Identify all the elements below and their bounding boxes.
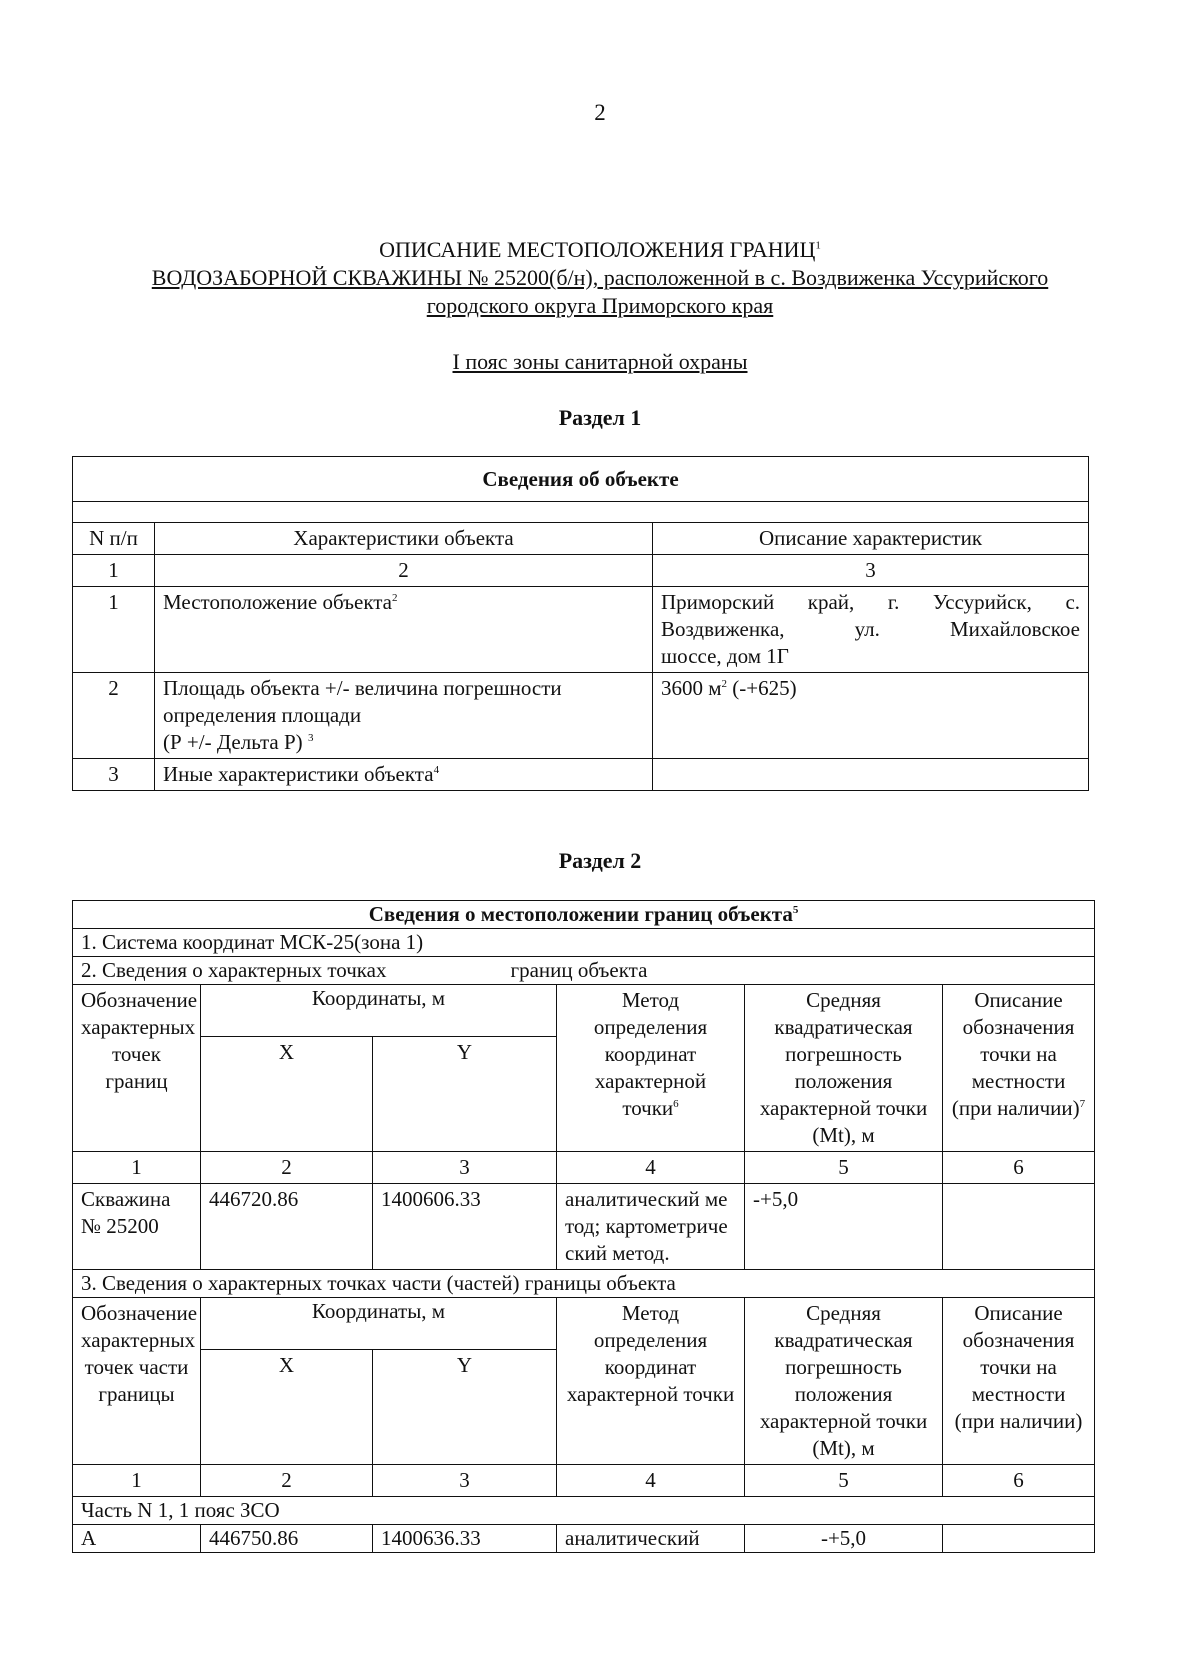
object-info-table <box>72 456 1089 791</box>
table-row <box>73 759 1089 791</box>
row-name-text: Иные характеристики объекта <box>163 762 434 786</box>
table-row <box>73 673 1089 759</box>
point-desc <box>943 1184 1095 1270</box>
part-col-x-header: X <box>201 1350 373 1465</box>
col-number: 3 <box>373 1465 557 1497</box>
col-number: 2 <box>201 1465 373 1497</box>
belt-title: I пояс зоны санитарной охраны <box>452 349 748 374</box>
table-row <box>73 1525 1095 1553</box>
title-line3: городского округа Приморского края <box>426 293 774 318</box>
part-label: Часть N 1, 1 пояс ЗСО <box>73 1497 1095 1525</box>
part-point-x: 446750.86 <box>201 1525 373 1553</box>
row-value-last: шоссе, дом 1Г <box>661 644 789 668</box>
col-number: 2 <box>155 555 653 587</box>
row-name-formula: (Р +/- Дельта Р) <box>163 730 303 754</box>
col-x-header: X <box>201 1037 373 1152</box>
point-error: -+5,0 <box>745 1184 943 1270</box>
row-value-text: 3600 м <box>661 676 722 700</box>
col-number: 1 <box>73 1152 201 1184</box>
footnote-mark: 6 <box>673 1098 679 1110</box>
table-row <box>73 1184 1095 1270</box>
part-col-method-header: Метод определения координат характерной точки <box>557 1298 745 1465</box>
boundary-points-table <box>72 900 1095 1553</box>
part-point-error: -+5,0 <box>745 1525 943 1553</box>
col-number: 6 <box>943 1152 1095 1184</box>
footnote-mark: 7 <box>1079 1098 1086 1110</box>
col-number: 2 <box>201 1152 373 1184</box>
part-col-y-header: Y <box>373 1350 557 1465</box>
point-method: аналитический метод; картометрический метод. <box>557 1184 745 1270</box>
page-number: 2 <box>594 100 606 125</box>
col-number: 5 <box>745 1465 943 1497</box>
title-note: 1 <box>815 239 821 252</box>
section2-title: Раздел 2 <box>558 848 642 873</box>
col-number: 6 <box>943 1465 1095 1497</box>
col-number: 1 <box>73 1465 201 1497</box>
section2-header <box>73 901 1095 929</box>
row-name-text: Местоположение объекта <box>163 590 393 614</box>
part-point-y: 1400636.33 <box>373 1525 557 1553</box>
col-number: 4 <box>557 1465 745 1497</box>
col-number: 1 <box>73 555 155 587</box>
col-header-description: Описание характеристик <box>653 523 1089 555</box>
col-y-header: Y <box>373 1037 557 1152</box>
footnote-mark: 2 <box>392 592 398 604</box>
point-y: 1400606.33 <box>373 1184 557 1270</box>
title-line1: ОПИСАНИЕ МЕСТОПОЛОЖЕНИЯ ГРАНИЦ <box>379 237 816 262</box>
col-error-header: Средняя квадратическая погрешность положения характерной точки (Mt), м <box>745 985 943 1152</box>
row-n: 3 <box>73 759 155 791</box>
col-method-header <box>557 985 745 1152</box>
part-point-method: аналитический <box>557 1525 745 1553</box>
col-desc-header <box>943 985 1095 1152</box>
point-name: Скважина № 25200 <box>73 1184 201 1270</box>
points-title-tail: границ объекта <box>510 958 648 982</box>
footnote-mark: 3 <box>307 732 314 744</box>
col-coords-header: Координаты, м <box>201 985 557 1037</box>
row-name-text: Площадь объекта +/- величина погрешности определения площади <box>163 676 562 727</box>
coord-system: 1. Система координат МСК-25(зона 1) <box>73 929 1095 957</box>
section2-header-text: Сведения о местоположении границ объекта <box>368 902 793 926</box>
unit-exponent: 2 <box>721 678 728 690</box>
col-number: 3 <box>653 555 1089 587</box>
col-desc-text: Описание обозначения точки на местности (при наличии) <box>951 988 1080 1120</box>
points-title <box>73 957 1095 985</box>
part-title: 3. Сведения о характерных точках части (частей) границы объекта <box>73 1270 1095 1298</box>
section1-title: Раздел 1 <box>558 405 642 430</box>
points-title-text: 2. Сведения о характерных точках <box>81 958 387 982</box>
document-title <box>80 236 1120 320</box>
col-number: 5 <box>745 1152 943 1184</box>
row-value <box>653 673 1089 759</box>
row-value <box>653 587 1089 673</box>
section1-header: Сведения об объекте <box>73 457 1089 502</box>
col-point-header: Обозначение характерных точек границ <box>73 985 201 1152</box>
col-header-n: N п/п <box>73 523 155 555</box>
row-value-text: Приморский край, г. Уссурийск, с. Воздвиженка, ул. Михайловское <box>661 590 1081 641</box>
footnote-mark: 4 <box>433 764 440 776</box>
part-col-desc-header: Описание обозначения точки на местности (при наличии) <box>943 1298 1095 1465</box>
point-x: 446720.86 <box>201 1184 373 1270</box>
row-name <box>155 587 653 673</box>
part-point-name: А <box>73 1525 201 1553</box>
row-n: 2 <box>73 673 155 759</box>
col-method-text: Метод определения координат характерной точки <box>593 988 708 1120</box>
row-name <box>155 673 653 759</box>
row-value <box>653 759 1089 791</box>
col-number: 4 <box>557 1152 745 1184</box>
row-name <box>155 759 653 791</box>
row-value-tail: (-+625) <box>732 676 797 700</box>
table-row <box>73 587 1089 673</box>
title-line2: ВОДОЗАБОРНОЙ СКВАЖИНЫ № 25200(б/н), расположенной в с. Воздвиженка Уссурийского <box>151 265 1049 290</box>
col-header-characteristics: Характеристики объекта <box>155 523 653 555</box>
part-point-desc <box>943 1525 1095 1553</box>
part-col-point-header: Обозначение характерных точек части границы <box>73 1298 201 1465</box>
part-col-error-header: Средняя квадратическая погрешность положения характерной точки (Mt), м <box>745 1298 943 1465</box>
row-n: 1 <box>73 587 155 673</box>
part-col-coords-header: Координаты, м <box>201 1298 557 1350</box>
spacer-row <box>73 502 1089 523</box>
footnote-mark: 5 <box>792 904 799 916</box>
col-number: 3 <box>373 1152 557 1184</box>
